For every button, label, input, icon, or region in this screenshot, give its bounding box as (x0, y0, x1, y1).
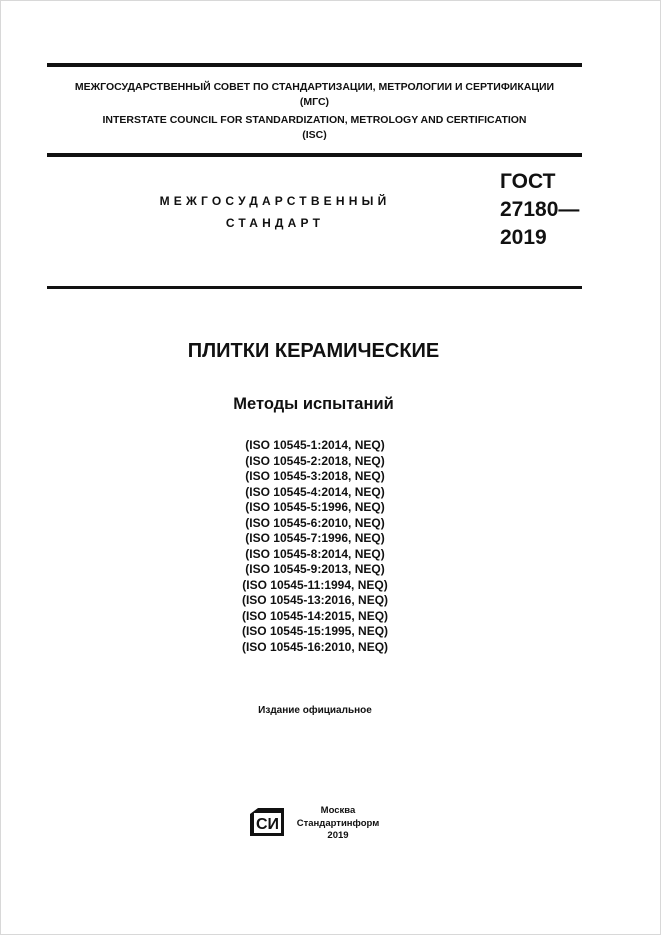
gost-number: 27180— (500, 198, 580, 221)
top-rule (47, 63, 582, 67)
iso-reference-line: (ISO 10545-15:1995, NEQ) (241, 624, 389, 638)
iso-reference-line: (ISO 10545-1:2014, NEQ) (245, 438, 385, 452)
gost-designation (500, 168, 579, 252)
iso-reference-line: (ISO 10545-8:2014, NEQ) (245, 546, 385, 561)
standard-type-line2: СТАНДАРТ (225, 216, 325, 230)
council-header (47, 80, 582, 143)
publisher-info (295, 805, 381, 843)
council-name-ru: МЕЖГОСУДАРСТВЕННЫЙ СОВЕТ ПО СТАНДАРТИЗАЦИИ, МЕТРОЛОГИИ И СЕРТИФИКАЦИИ (74, 81, 555, 93)
standartinform-logo-icon (248, 806, 286, 838)
council-abbr-en: (ISC) (302, 129, 327, 141)
council-name-en: INTERSTATE COUNCIL FOR STANDARDIZATION, METROLOGY AND CERTIFICATION (102, 114, 527, 126)
publisher-logo (248, 806, 286, 838)
iso-reference-line: (ISO 10545-7:1996, NEQ) (245, 531, 385, 545)
publisher-city: Москва (320, 805, 356, 816)
iso-reference-line: (ISO 10545-14:2015, NEQ) (241, 608, 389, 623)
title-block-rule (47, 286, 582, 289)
standard-type (140, 190, 410, 234)
iso-reference-line: (ISO 10545-11:1994, NEQ) (242, 577, 388, 592)
gost-year: 2019 (500, 226, 547, 249)
iso-references (0, 438, 630, 655)
iso-reference-line: (ISO 10545-2:2018, NEQ) (245, 453, 385, 468)
edition-label: Издание официальное (258, 705, 372, 716)
logo-text: СИ (255, 816, 280, 833)
publisher-name: Стандартинформ (296, 817, 380, 829)
gost-label: ГОСТ (500, 170, 556, 193)
iso-reference-line: (ISO 10545-13:2016, NEQ) (241, 593, 389, 607)
document-subtitle: Методы испытаний (233, 395, 394, 413)
publisher-year: 2019 (327, 830, 349, 841)
iso-reference-line: (ISO 10545-9:2013, NEQ) (245, 562, 385, 576)
document-title: ПЛИТКИ КЕРАМИЧЕСКИЕ (187, 340, 440, 362)
iso-reference-line: (ISO 10545-16:2010, NEQ) (241, 639, 389, 654)
iso-reference-line: (ISO 10545-3:2018, NEQ) (245, 469, 385, 483)
iso-reference-line: (ISO 10545-5:1996, NEQ) (245, 500, 385, 514)
council-abbr-ru: (МГС) (299, 96, 330, 108)
iso-reference-line: (ISO 10545-4:2014, NEQ) (245, 484, 385, 499)
header-bottom-rule (47, 153, 582, 157)
iso-reference-line: (ISO 10545-6:2010, NEQ) (245, 515, 385, 530)
standard-type-line1: МЕЖГОСУДАРСТВЕННЫЙ (159, 194, 391, 208)
